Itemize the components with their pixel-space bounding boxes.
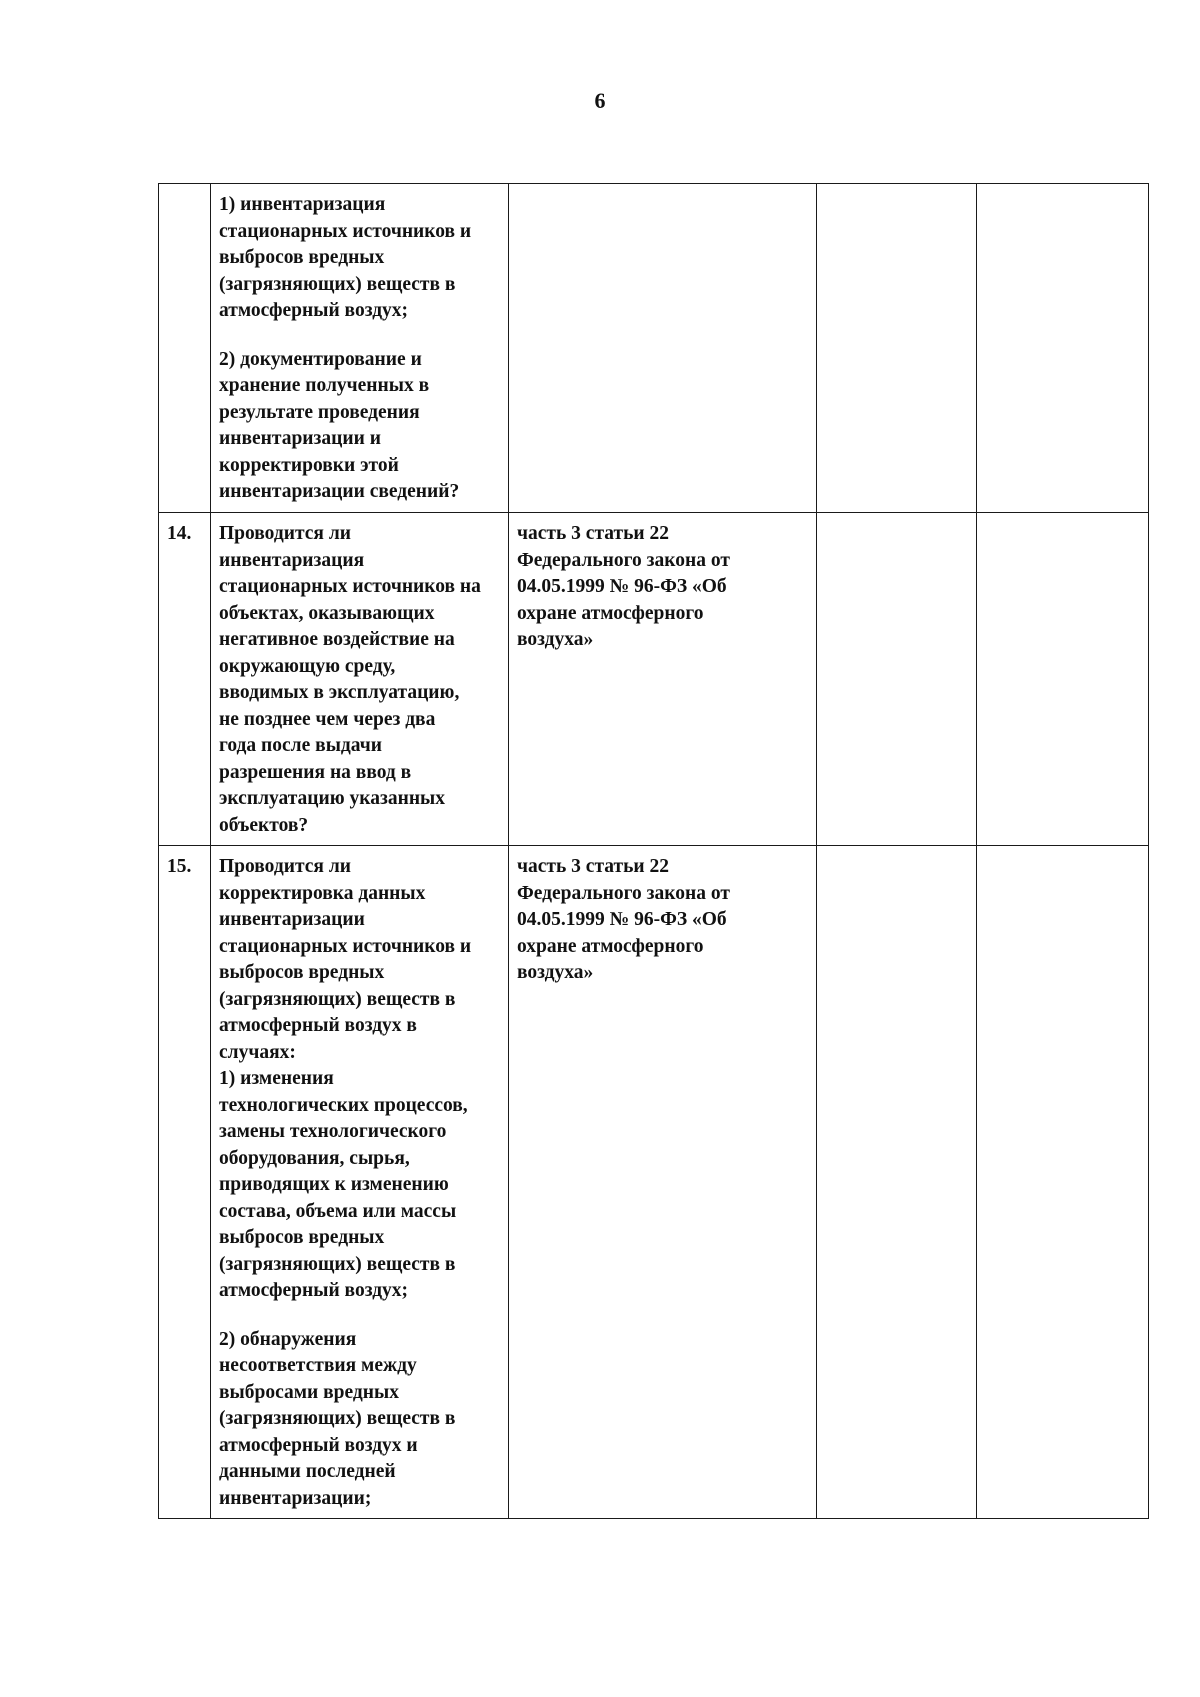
answer-cell [817, 513, 977, 846]
row-number-cell [159, 184, 211, 513]
note-cell [977, 513, 1149, 846]
page-number: 6 [594, 88, 606, 113]
question-part: Проводится ли корректировка данных инвентаризации стационарных источников и выбросов вредных (загрязняющих) веществ в атмосферный воздух в случаях: 1) изменения технологических процессов, замены технологического оборудования, сырья, приводящих к изменению состава, объема или массы выбросов вредных (загрязняющих) веществ в атмосферный воздух; [219, 856, 472, 1301]
answer-cell [817, 846, 977, 1519]
question-cell [211, 513, 509, 846]
question-cell [211, 846, 509, 1519]
table-row [159, 184, 1149, 513]
question-part: 2) обнаружения несоответствия между выбросами вредных (загрязняющих) веществ в атмосферный воздух и данными последней инвентаризации; [219, 1328, 456, 1509]
legal-reference-cell: часть 3 статьи 22 Федерального закона от 04.05.1999 № 96-ФЗ «Об охране атмосферного воздуха» [509, 846, 817, 1519]
question-part: 1) инвентаризация стационарных источников и выбросов вредных (загрязняющих) веществ в атмосферный воздух; [219, 194, 472, 321]
question-text: Проводится ли инвентаризация стационарных источников на объектах, оказывающих негативное воздействие на окружающую среду, вводимых в эксплуатацию, не позднее чем через два года после выдачи разрешения на ввод в эксплуатацию указанных объектов? [219, 523, 481, 836]
table-row [159, 846, 1149, 1519]
legal-reference-cell: часть 3 статьи 22 Федерального закона от 04.05.1999 № 96-ФЗ «Об охране атмосферного воздуха» [509, 513, 817, 846]
row-number-cell: 15. [159, 846, 211, 1519]
question-cell [211, 184, 509, 513]
question-part: 2) документирование и хранение полученных в результате проведения инвентаризации и корректировки этой инвентаризации сведений? [219, 348, 460, 502]
note-cell [977, 846, 1149, 1519]
answer-cell [817, 184, 977, 513]
note-cell [977, 184, 1149, 513]
checklist-table [158, 183, 1149, 1519]
table-row [159, 513, 1149, 846]
legal-reference-cell [509, 184, 817, 513]
row-number-cell: 14. [159, 513, 211, 846]
